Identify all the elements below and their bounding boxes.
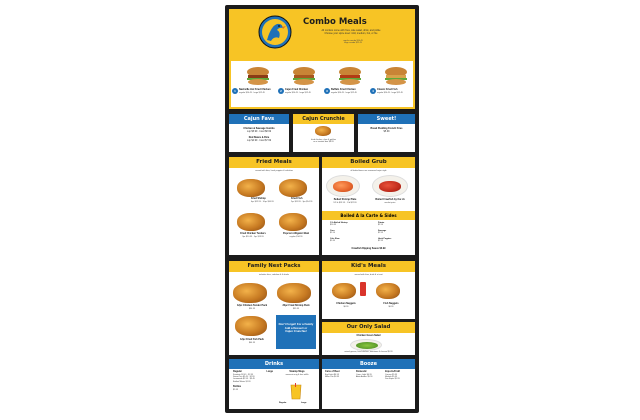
booze-id-tag: 21+ ID <box>405 351 413 354</box>
drink-row: Sweet Tea $2.49 · $2.99 <box>233 376 255 379</box>
boiled-grub-title: Boiled Grub <box>322 157 415 168</box>
booze-col-3 <box>385 371 413 381</box>
booze-row: Coors Light $4.99 <box>356 373 372 376</box>
crawfish-sauce-note: Crawfish Dipping Sauce $0.99 <box>351 247 386 250</box>
combo-meals-title: Combo Meals <box>303 17 367 27</box>
booze-row: Bud Light $4.99 <box>325 373 340 376</box>
kids-meal-price: $6.99 <box>388 305 394 308</box>
family-pack-price: $39.99 <box>292 307 300 310</box>
boiled-side-6[interactable] <box>378 238 412 243</box>
kids-meals-title: Kid's Meals <box>322 261 415 272</box>
booze-import-row: Modelo $5.99 <box>385 376 398 379</box>
sweet-panel <box>358 114 415 152</box>
boiled-grub-panel <box>322 157 415 255</box>
cajun-favs-panel <box>229 114 289 152</box>
boiled-side-1[interactable] <box>330 222 366 227</box>
kids-meal-2[interactable] <box>369 303 413 308</box>
cajun-crunchie-title: Cajun Crunchie <box>293 114 354 124</box>
popcorn-alligator-image <box>279 213 307 231</box>
swamp-birds-logo <box>257 14 293 50</box>
fried-meal-name: Fried Chicken Tenders <box>240 232 266 235</box>
drinks-bottles: Bottles <box>233 385 242 389</box>
kids-drink-icon <box>360 282 366 296</box>
salad-name: Chicken Green Salad <box>356 334 381 337</box>
booze-col-2 <box>356 371 384 378</box>
fried-meals-desc: served with fries, hush puppies & coleslaw <box>255 170 293 172</box>
boiled-side-name: 1 lb Boiled Shrimp <box>330 222 348 224</box>
sweet-price: $5.99 <box>383 129 390 133</box>
combo-desc-line-2: Choose your spice level: mild, medium, hot, or fire <box>324 31 378 35</box>
promo-line-3: Cajun Crunchie! <box>285 329 307 334</box>
family-pack-price: $34.99 <box>248 307 256 310</box>
fried-meal-item-4[interactable] <box>275 233 317 238</box>
combo-item-price: regular $10.49 · large $12.49 <box>239 91 265 94</box>
combo-desc-line-1: All combos come with fries, side salad, drink, and pickle <box>321 29 381 32</box>
mug-regular-label: Regular <box>279 402 287 404</box>
sweet-list <box>360 128 413 134</box>
fried-meal-item-1[interactable] <box>251 198 277 203</box>
boiled-side-name: Corn <box>330 230 335 232</box>
cajun-fav-item-2: Red Beans & Rice <box>248 135 270 139</box>
combo-number-badge: 4 <box>370 88 376 94</box>
boiled-side-price: $2.99 <box>378 232 384 235</box>
boiled-sides-title: Boiled A la Carte & Sides <box>322 211 415 220</box>
boiled-side-price: $16.99 <box>330 224 337 227</box>
combo-item-4[interactable] <box>371 89 415 94</box>
combo-item-price: regular $10.49 · large $12.49 <box>331 91 357 94</box>
drink-row: Bottled Water $1.99 <box>233 380 251 383</box>
combo-item-3[interactable] <box>325 89 369 94</box>
fried-meal-price: 2pc $11.99 · 3pc $14.99 <box>291 200 313 203</box>
drinks-regular-header: Regular <box>233 370 242 373</box>
fried-meal-name: Fried Fish <box>291 197 303 200</box>
boiled-item-price: market price <box>384 201 396 204</box>
fish-pack-image <box>235 316 267 336</box>
combo-number-badge: 1 <box>232 88 238 94</box>
boiled-side-name: Cole Slaw <box>330 238 340 240</box>
boiled-item-price: 1/2 lb $13.99 · 1 lb $22.99 <box>333 201 357 204</box>
swamp-mugs-desc: souvenir mug & free refills <box>285 373 309 376</box>
cajun-favs-title: Cajun Favs <box>229 114 289 124</box>
kids-meals-desc: served with fries, drink & a treat <box>354 274 383 276</box>
shrimp-pack-image <box>277 283 311 303</box>
combo-meals-panel <box>229 9 415 109</box>
booze-title: Booze <box>322 359 415 369</box>
boiled-side-name: Sausage <box>378 230 387 232</box>
combo-item-2[interactable] <box>279 89 323 94</box>
menu-board <box>225 5 419 413</box>
family-pack-name: 12pc Chicken Tender Pack <box>236 304 268 307</box>
drinks-bottles-price: $2.49 <box>233 388 239 391</box>
boiled-item-name: Boiled Crawfish by the Lb <box>375 198 405 201</box>
fried-shrimp-image <box>237 179 265 197</box>
fried-meal-name: Fried Shrimp <box>251 197 266 200</box>
combo-item-name: Buffalo Fried Chicken <box>331 88 356 91</box>
family-packs-title: Family Nest Packs <box>229 261 319 272</box>
tender-pack-image <box>233 283 267 303</box>
booze-col-3-header: Imports/Craft <box>385 370 401 373</box>
fried-meals-panel <box>229 157 319 255</box>
combo-sizes <box>323 40 383 45</box>
salad-panel <box>322 322 415 355</box>
booze-import-row: Corona $5.99 <box>385 373 398 376</box>
fish-nuggets-image <box>376 283 400 299</box>
chicken-nuggets-image <box>332 283 356 299</box>
cajun-fav-price-2: cup $4.99 · bowl $7.99 <box>246 138 272 142</box>
swamp-mugs-title: Swamp Mugs <box>289 370 305 373</box>
drinks-sizes <box>233 371 273 391</box>
promo-line-1: Don't Forget! For a Family <box>278 322 314 326</box>
family-pack-2[interactable] <box>275 305 317 310</box>
combo-item-name: Nashville Hot Fried Chicken <box>239 88 271 91</box>
boiled-item-2[interactable] <box>368 199 412 204</box>
combo-description <box>293 30 409 36</box>
boiled-side-4[interactable] <box>378 230 412 235</box>
combo-item-name: Classic Fried Fish <box>377 88 398 91</box>
promo-line-2: Add a Dessert or <box>284 325 308 330</box>
boiled-side-price: $2.99 <box>378 240 384 243</box>
family-pack-name: 12pc Fried Fish Pack <box>240 338 264 341</box>
family-nest-packs-panel <box>229 261 319 355</box>
combo-size-large: large combo $12.49 <box>344 42 362 45</box>
boiled-grub-desc: all boiled items are seasoned cajun style <box>350 170 387 172</box>
crunchie-desc-line-1: fried chicken, slaw & pickles <box>311 139 336 141</box>
boiled-side-price: $1.50 <box>378 224 384 227</box>
kids-meal-name: Chicken Nuggets <box>336 302 356 305</box>
combo-item-1[interactable] <box>233 89 277 94</box>
boiled-side-price: $2.49 <box>330 240 336 243</box>
booze-col-1-header: Cans of Beer <box>325 370 340 373</box>
cajun-crunchie-desc <box>295 139 352 144</box>
drinks-large-header: Large <box>266 370 273 373</box>
chicken-sandwich-image <box>245 66 271 86</box>
chicken-sandwich-image <box>291 66 317 86</box>
fried-meals-title: Fried Meals <box>229 157 319 168</box>
family-promo-box <box>276 315 316 349</box>
fried-meal-price: 6pc $12.99 · 10pc $16.99 <box>251 200 274 203</box>
family-pack-price: $44.99 <box>248 341 256 344</box>
cajun-fav-item-1: Chicken & Sausage Gumbo <box>243 127 275 130</box>
drink-row: Lemonade $2.99 · $3.49 <box>233 378 255 381</box>
cajun-crunchie-panel <box>293 114 354 152</box>
fried-meal-item-3[interactable] <box>233 233 273 238</box>
boiled-side-name: Potato <box>378 222 385 224</box>
combo-number-badge: 2 <box>278 88 284 94</box>
sweet-item: Bread Pudding French Fries <box>370 127 403 130</box>
fried-fish-image <box>279 179 307 197</box>
crawfish-plate-image <box>372 175 408 197</box>
combo-number-badge: 3 <box>324 88 330 94</box>
fried-meal-price: regular $14.99 <box>289 235 303 238</box>
booze-row: Abita Amber $5.99 <box>356 376 373 379</box>
boiled-side-name: Hush Puppies <box>378 238 392 240</box>
fish-sandwich-image <box>383 66 409 86</box>
fried-meal-name: Popcorn Alligator Meal <box>283 232 309 235</box>
kids-meal-1[interactable] <box>324 303 368 308</box>
boiled-side-price: $1.50 <box>330 232 336 235</box>
chicken-sandwich-image <box>337 66 363 86</box>
boiled-side-3[interactable] <box>330 230 366 235</box>
combo-item-name: Cajun Fried Chicken <box>285 88 309 91</box>
fried-meal-price: 3pc $10.99 · 5pc $13.99 <box>242 235 264 238</box>
family-pack-1[interactable] <box>231 305 273 310</box>
combo-size-regular: regular combo $10.49 <box>343 40 363 42</box>
salad-title: Our Only Salad <box>322 322 415 333</box>
boiled-side-5[interactable] <box>330 238 366 243</box>
kids-meal-price: $6.99 <box>343 305 349 308</box>
mug-large-label: Large <box>301 402 307 404</box>
drinks-panel <box>229 359 319 409</box>
kids-meal-name: Fish Nuggets <box>383 302 399 305</box>
boiled-shrimp-plate-image <box>326 175 360 197</box>
combo-item-price: regular $10.49 · large $12.49 <box>377 91 403 94</box>
chicken-tenders-image <box>237 213 265 231</box>
crunchie-image <box>315 126 331 136</box>
kids-meals-panel <box>322 261 415 319</box>
combo-items-strip <box>231 61 413 107</box>
family-pack-3[interactable] <box>231 339 273 344</box>
boiled-item-name: Boiled Shrimp Plate <box>333 198 357 201</box>
combo-item-price: regular $10.49 · large $12.49 <box>285 91 311 94</box>
cajun-favs-list <box>231 128 287 143</box>
drink-row: Fountain $2.49 · $2.99 <box>233 373 254 376</box>
crunchie-desc-line-2: on a toasted bun $8.99 <box>313 141 334 144</box>
booze-col-1 <box>325 371 355 378</box>
cajun-fav-price-1: cup $5.99 · bowl $8.99 <box>246 129 272 133</box>
booze-col-2-header: Domestic <box>356 370 367 373</box>
salad-image <box>350 339 382 351</box>
sweet-title: Sweet! <box>358 114 415 124</box>
swamp-mugs <box>277 371 317 376</box>
booze-import-row: Dos Equis $5.99 <box>385 378 400 381</box>
drinks-title: Drinks <box>229 359 319 369</box>
family-pack-name: 20pc Fried Shrimp Pack <box>282 304 310 307</box>
swamp-mug-icon <box>289 383 303 401</box>
salad-desc: mixed greens, fried chicken, tomatoes & cheese $9.99 <box>344 351 393 353</box>
booze-row: Miller Lite $4.99 <box>325 376 340 379</box>
fried-meal-item-2[interactable] <box>291 198 317 203</box>
family-packs-desc: includes fries, coleslaw & 4 drinks <box>259 274 289 276</box>
boiled-item-1[interactable] <box>324 199 366 204</box>
boiled-side-2[interactable] <box>378 222 412 227</box>
